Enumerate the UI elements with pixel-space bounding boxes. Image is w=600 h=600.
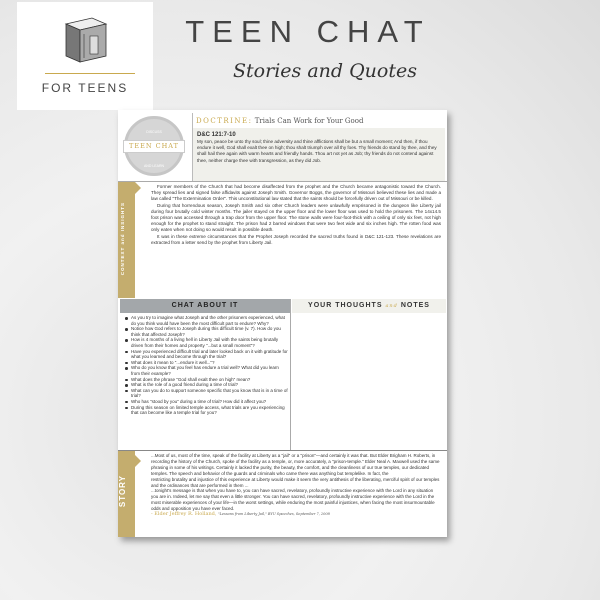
notes-heading-b: NOTES [400, 302, 430, 309]
story-paragraph: ...tonight's message is that when you have to, you can have sacred, revelatory, profoundly instructive experience with the Lord in any situation you are in. Indeed, let me say that even a little stronger. You can have sacred, revelatory, profoundly instructive experience with the Lord in the most miserable experiences of your life—in the worst settings, while enduring the most painful injustices, when facing the most insurmountable odds and opposition you have ever faced. [151, 488, 435, 512]
story-side-label [118, 451, 135, 537]
divider [118, 181, 447, 182]
badge-top: DISCUSS [146, 130, 162, 134]
question-item: What is the role of a good friend during a time of trial? [124, 382, 288, 388]
divider [45, 73, 135, 74]
context-text [151, 184, 441, 246]
story-paragraph: restricting brutality and injustice of this experience at Liberty would make it seem the very antithesis of the liberating, merciful spirit of our temples and the ordinances that are performed in them ... [151, 476, 440, 488]
context-paragraph: Former members of the Church that had become disaffected from the prophet and the Church became antagonistic toward the Church. They spread lies and signed false affidavits against Joseph Smith. Governor Boggs, the governor of Missouri believed these lies and made a law called "The Extermination Order". This unconstitutional law stated that the saints should be forcefully driven out of Missouri or be killed. [151, 184, 441, 202]
question-item: Have you experienced difficult trial and later looked back on it with gratitude for what you learned and become through the trial? [124, 349, 288, 360]
arrow-marker [135, 455, 141, 467]
context-paragraph: It was in these extreme circumstances that the Prophet Joseph recorded the sacred truths found in D&C 121-123. These revelations are extracted from a letter send by the prophet from Liberty Jail. [151, 233, 441, 245]
scripture-box [193, 128, 445, 181]
context-label: CONTEXT and INSIGHTS [120, 202, 125, 276]
doctrine-label: DOCTRINE: [196, 117, 253, 125]
notes-heading [292, 299, 446, 313]
question-item: What does it mean to "...endure it well..."? [124, 360, 288, 366]
question-item: Who has "stood by you" during a time of trial? How did it affect you? [124, 399, 288, 405]
notes-heading-a: YOUR THOUGHTS [308, 302, 383, 309]
chat-heading: CHAT ABOUT IT [120, 299, 290, 313]
question-item: Who do you know that you feel has endure a trial well? What did you learn from their example? [124, 365, 288, 376]
question-list [124, 315, 288, 416]
notes-heading-and: and [385, 303, 398, 309]
worksheet-page [118, 110, 447, 537]
context-paragraph: During that horrendous season, Joseph Smith and six other Church leaders were unlawfully emprisoned in the dungeon like Liberty jail during four brutally cold winter months. The jailer stayed on the upper floor and the lower floor was used to hold the prisoners. The 14x14.5 foot prison was accessed through a trap door from the upper floor. The stone walls were four-foot-thick with a ceiling of only six feet, not high enough for the prophet to stand straight. The prison had 2 barred windows that were two feet wide and six inches high. The rotten food was only eaten when not doing so would result in possible death. [151, 202, 441, 233]
product-subtitle: Stories and Quotes [233, 60, 417, 82]
citation-source: "Lessons from Liberty Jail," BYU Speeches, September 7, 2008 [218, 512, 330, 517]
story-label: STORY [118, 475, 127, 508]
product-title: TEEN CHAT [185, 14, 431, 49]
citation [151, 512, 441, 518]
question-item: How is 4 months of a living hell in Liberty Jail with the saints being brutally driven from their homes and property "...but a small moment"? [124, 337, 288, 348]
question-item: What does the phrase "God shall exalt thee on high" mean? [124, 377, 288, 383]
logo-label: FOR TEENS [41, 81, 129, 95]
question-item: During this season on limited temple access, what trials are you experiencing that can become like a temple trial for you? [124, 405, 288, 416]
scripture-text: My son, peace be unto thy soul; thine adversity and thine afflictions shall be but a small moment; And then, if thou endure it well, God shall exalt thee on high; thou shalt triumph over all thy foes. Thy friends do stand by thee, and they shall hail thee again with warm hearts and friendly hands. Thou art not yet as Job; thy friends do not contend against thee, neither charge thee with transgression, as they did Job. [197, 139, 437, 163]
teen-chat-badge [124, 116, 184, 176]
story-paragraph: ...Most of us, most of the time, speak of the facility at Liberty as a "jail" or a "prison"—and certainly it was that. But Elder Brigham H. Roberts, in recording the history of the Church, spoke of the facility as a temple, or, more accurately, a "prison-temple." Elder Neal A. Maxwell used the same phrasing in some of his writings. Certainly it lacked the purity, the beauty, the comfort, and the cleanliness of our true temples, our dedicated temples. The speech and behavior of the guards and criminals who came there was anything but templelike. In fact, the [151, 453, 440, 476]
for-teens-logo [17, 2, 153, 110]
badge-bottom: AND LEARN [143, 164, 165, 168]
badge-main: TEEN CHAT [123, 140, 185, 153]
question-item: As you try to imagine what Joseph and the other prisoners experienced, what do you think would have been the most difficult part to endure? Why? [124, 315, 288, 326]
arrow-marker [135, 182, 141, 194]
liberty-jail-sketch-icon [62, 12, 108, 68]
doctrine-heading [196, 118, 363, 124]
story-text [151, 453, 441, 518]
question-item: Notice how God refers to Joseph during this difficult time (v. 7). How do you think that affected Joseph? [124, 326, 288, 337]
doctrine-title: Trials Can Work for Your Good [254, 117, 364, 125]
context-side-label [118, 182, 135, 298]
divider [118, 450, 447, 451]
question-item: What can you do to support someone specific that you know that is in a time of trial? [124, 388, 288, 399]
citation-author: - Elder Jeffrey R. Holland, [151, 511, 217, 518]
divider [290, 299, 291, 450]
scripture-reference: D&C 121:7-10 [197, 132, 236, 138]
